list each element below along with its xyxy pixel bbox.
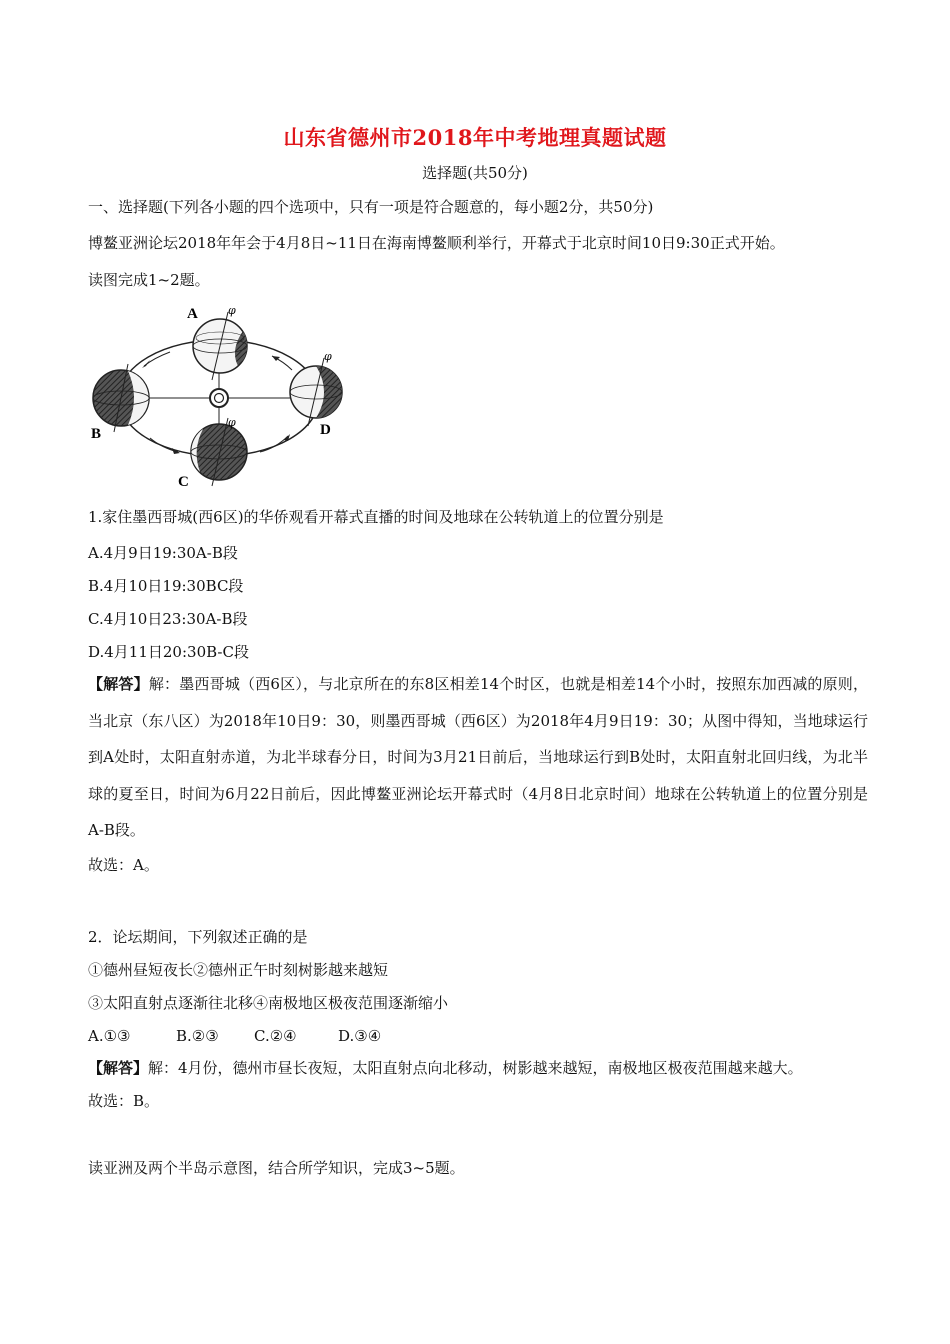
- q1-option-a: A.4月9日19:30A-B段: [88, 544, 238, 562]
- section-heading: 一、选择题(下列各小题的四个选项中，只有一项是符合题意的，每小题2分，共50分): [88, 198, 654, 216]
- label-a: A: [187, 306, 198, 322]
- q2-answer-text: 解：4月份，德州市昼长夜短，太阳直射点向北移动，树影越来越短，南极地区极夜范围越来越大。: [148, 1059, 803, 1077]
- earth-c-icon: [191, 418, 247, 486]
- arrow-a-b: [144, 352, 170, 366]
- q2-statement-1: ①德州昼短夜长②德州正午时刻树影越来越短: [88, 961, 389, 979]
- earth-orbit-diagram: [88, 300, 356, 492]
- q2-answer-tag: 【解答】: [88, 1059, 149, 1077]
- q2-options: [88, 1026, 381, 1046]
- q1-stem: 1.家住墨西哥城(西6区)的华侨观看开幕式直播的时间及地球在公转轨道上的位置分别是: [88, 508, 664, 526]
- q1-option-b: B.4月10日19:30BC段: [88, 577, 244, 595]
- page-title: 山东省德州市2018年中考地理真题试题: [283, 125, 667, 150]
- label-b: B: [91, 426, 102, 442]
- q2-option-c: C.②④: [254, 1027, 297, 1045]
- q1-answer: [88, 666, 868, 849]
- axis-symbol-d: φ: [324, 350, 332, 363]
- earth-d-icon: [290, 358, 342, 426]
- q2-option-b: B.②③: [176, 1027, 219, 1045]
- axis-symbol-c: φ: [228, 416, 236, 429]
- axis-symbol-a: φ: [228, 304, 236, 317]
- q2-option-a: A.①③: [88, 1027, 131, 1045]
- q2-stem: 2．论坛期间，下列叙述正确的是: [88, 928, 308, 946]
- q1-option-d: D.4月11日20:30B-C段: [88, 643, 249, 661]
- q1-option-c: C.4月10日23:30A-B段: [88, 610, 248, 628]
- q2-statement-2: ③太阳直射点逐渐往北移④南极地区极夜范围逐渐缩小: [88, 994, 449, 1012]
- label-c: C: [178, 474, 189, 490]
- earth-b-icon: [93, 364, 149, 432]
- q2-answer: [88, 1058, 803, 1078]
- q1-answer-text: 解：墨西哥城（西6区），与北京所在的东8区相差14个时区，也就是相差14个小时，按照东加西减的原则，当北京（东八区）为2018年10日9：30，则墨西哥城（西6区）为2018年4月9日19：30；从图中得知，当地球运行到A处时，太阳直射赤道，为北半球春分日，时间为3月21日前后，当地球运行到B处时，太阳直射北回归线，为北半球的夏至日，时间为6月22日前后，因此博鳌亚洲论坛开幕式时（4月8日北京时间）地球在公转轨道上的位置分别是A-B段。: [88, 675, 868, 839]
- section-intro: 博鳌亚洲论坛2018年年会于4月8日~11日在海南博鳌顺利举行，开幕式于北京时间10日9:30正式开始。: [88, 234, 785, 252]
- section-instruction: 读图完成1~2题。: [88, 271, 210, 289]
- q2-conclusion: 故选：B。: [88, 1092, 160, 1110]
- next-intro: 读亚洲及两个半岛示意图，结合所学知识，完成3~5题。: [88, 1159, 465, 1177]
- q2-option-d: D.③④: [338, 1027, 382, 1045]
- q1-conclusion: 故选：A。: [88, 856, 159, 874]
- q1-answer-tag: 【解答】: [88, 675, 149, 693]
- earth-orbit-figure: [88, 300, 356, 492]
- earth-a-icon: [193, 312, 247, 380]
- page-subtitle: 选择题(共50分): [422, 164, 528, 182]
- label-d: D: [320, 422, 331, 438]
